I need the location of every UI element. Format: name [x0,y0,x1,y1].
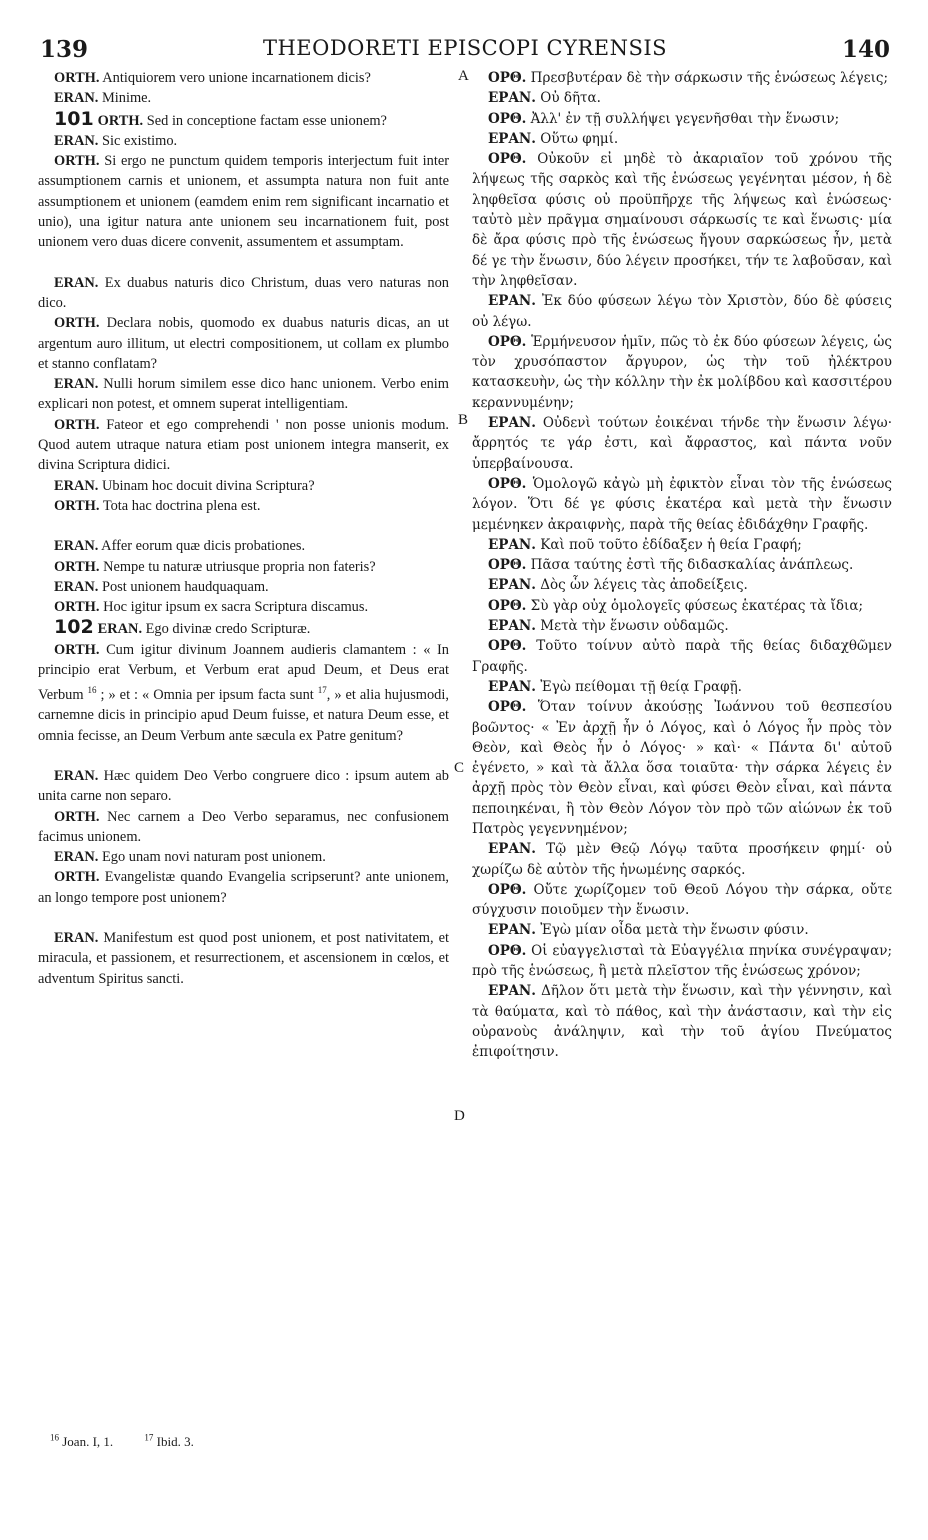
margin-marker-c: C [454,760,465,776]
latin-paragraph [38,928,449,989]
footnote-text: Ibid. 3. [153,1434,194,1450]
speaker-label: ΕΡΑΝ. [488,415,536,432]
footnote-17 [144,1434,207,1449]
speaker-label: ORTH. [54,497,100,514]
speaker-label: ΟΡΘ. [488,881,527,898]
speaker-label: ΟΡΘ. [488,699,527,716]
greek-paragraph [472,474,892,535]
latin-text: Minime. [98,90,152,107]
latin-text: Hoc igitur ipsum ex sacra Scriptura discamus. [99,599,369,616]
greek-text: Πρεσβυτέραν δὲ τὴν σάρκωσιν τῆς ἑνώσεως λέγεις; [526,70,889,86]
speaker-label: ΕΡΑΝ. [488,293,536,310]
latin-text: Fateor et ego comprehendi ' non posse unionis modum. Quod autem utraque natura etiam post unionem integra manserit, ex divina Scriptura didici. [38,416,449,474]
greek-paragraph [472,575,892,595]
speaker-label: ΕΡΑΝ. [488,536,536,553]
margin-marker-b: B [458,412,469,428]
latin-text: Tota hac doctrina plena est. [99,497,261,514]
speaker-label: ΕΡΑΝ. [488,577,536,594]
footnotes [50,1433,222,1450]
latin-text: Evangelistæ quando Evangelia scripserunt? ante unionem, an longo tempore post unionem? [38,869,449,906]
greek-text: Ἑρμήνευσον ἡμῖν, πῶς τὸ ἐκ δύο φύσεων λέγεις, ὡς τὸν χρυσόπαστον ἄργυρον, ὡς τὴν τοῦ ἠλέκτρου κατασκευὴν, ὡς τὴν κόλλην τὴν ἐκ μολίβδου καὶ κασσιτέρου κεραννυμένην; [472,333,892,411]
speaker-label: ORTH. [54,70,100,86]
speaker-label: ΕΡΑΝ. [488,922,536,939]
latin-column [38,68,449,989]
latin-text: Si ergo ne punctum quidem temporis interjectum fuit inter assumptionem carnis et unionem, et assumpta natura non fuit ante assumptionem et unionem (eamdem enim rem significant incarnatio et unio), una igitur natura ante unionem seu incarnationem fuit, post unionem vero duas dicere convenit, assumentem et assumptam. [38,153,449,251]
greek-paragraph [472,291,892,332]
margin-marker-a: A [458,68,469,84]
latin-text: ; » et : « Omnia per ipsum facta sunt [96,687,318,704]
greek-text: Μετὰ τὴν ἕνωσιν οὐδαμῶς. [535,618,729,635]
latin-paragraph [38,617,449,639]
speaker-label: ORTH. [54,641,100,658]
speaker-label: ERAN. [54,132,99,149]
latin-paragraph [38,847,449,867]
greek-text: Οὐκοῦν εἰ μηδὲ τὸ ἀκαριαῖον τοῦ χρόνου τῆς λήψεως τῆς σαρκὸς καὶ τῆς ἑνώσεως γεγένηται μέσον, ἡ δὲ ληφθεῖσα φύσις οὐ προϋπῆρχε τῆς λήψεως καὶ ἑνώσεως· ταὐτὸ μὲν πρᾶγμα σημαίνουσι σάρκωσίς τε καὶ ἕνωσις· μία δὲ ἄρα φύσις πρὸ τῆς ἑνώσεως ἤγουν σαρκώσεως ἦν, μετὰ δέ γε τὴν ἕνωσιν, δύο λέγειν προσήκει, τήν τε λαβοῦσαν, καὶ τὴν ληφθεῖσαν. [472,151,892,289]
speaker-label: ΟΡΘ. [488,475,527,492]
latin-text: Nempe tu naturæ utriusque propria non fateris? [99,558,376,575]
greek-text: Τῷ μὲν Θεῷ Λόγῳ ταῦτα προσήκειν φημί· οὐ χωρίζω δὲ αὐτὸν τῆς ἡνωμένης σαρκός. [472,841,892,878]
greek-text: Τοῦτο τοίνυν αὐτὸ παρὰ τῆς θείας διδαχθῶμεν Γραφῆς. [472,638,892,675]
greek-text: Ὅταν τοίνυν ἀκούσῃς Ἰωάννου τοῦ θεσπεσίου βοῶντος· « Ἐν ἀρχῇ ἦν ὁ Λόγος, καὶ ὁ Λόγος ἦν πρὸς τὸν Θεὸν, καὶ Θεὸς ἦν ὁ Λόγος· » καὶ· « Πάντα δι' αὐτοῦ ἐγένετο, » καὶ τὰ ἄλλα ὅσα τοιαῦτα· τὴν σάρκα λέγεις ἐν ἀρχῇ πρὸς τὸν Θεὸν εἶναι, καὶ φύσει Θεὸν εἶναι, καὶ πάντα πεποιηκέναι, ἢ τὸν Θεὸν Λόγον τὸν πρὸ τῶν αἰώνων ἐκ τοῦ Πατρὸς γεγεννημένον; [472,699,892,837]
latin-text: Ego unam novi naturam post unionem. [98,849,326,866]
greek-paragraph [472,555,892,575]
greek-paragraph [472,981,892,1062]
greek-paragraph [472,941,892,982]
greek-text: Οὕτω φημί. [535,130,619,147]
latin-paragraph [38,415,449,476]
speaker-label: ERAN. [54,274,99,291]
running-header [40,36,890,66]
latin-text: Declara nobis, quomodo ex duabus naturis dicas, an ut argentum auro illitum, ut electri compositionem, ut collam ex plumbo et stanno conflatam? [38,315,449,372]
latin-text: Nec carnem a Deo Verbo separamus, nec confusionem facimus unionem. [38,808,449,845]
page-number-left: 139 [40,36,89,63]
greek-text: Δὸς ὧν λέγεις τὰς ἀποδείξεις. [535,577,748,594]
speaker-label: ΟΡΘ. [488,70,527,86]
greek-text: Οἱ εὐαγγελισταὶ τὰ Εὐαγγέλια πηνίκα συνέγραψαν; πρὸ τῆς ἑνώσεως, ἢ μετὰ πλεῖστον τῆς ἑνώσεως χρόνον; [472,942,892,980]
latin-paragraph [38,557,449,577]
speaker-label: ERAN. [54,578,99,595]
greek-paragraph [472,677,892,697]
latin-paragraph [38,867,449,908]
speaker-label: ERAN. [54,477,99,494]
speaker-label: ERAN. [54,930,99,947]
speaker-label: ΟΡΘ. [488,110,527,127]
footnote-number: 16 [50,1433,59,1443]
speaker-label: ΟΡΘ. [488,151,527,168]
speaker-label: ΕΡΑΝ. [488,841,536,858]
speaker-label: ERAN. [54,849,99,866]
footnote-ref[interactable]: 16 [87,685,97,696]
greek-text: Οὔτε χωρίζομεν τοῦ Θεοῦ Λόγου τὴν σάρκα, οὔτε σύγχυσιν ποιοῦμεν τὴν ἕνωσιν. [472,881,892,919]
speaker-label: ORTH. [97,112,144,129]
speaker-label: ΕΡΑΝ. [488,983,536,1000]
speaker-label: ORTH. [54,599,100,616]
speaker-label: ORTH. [54,416,100,433]
latin-paragraph [38,313,449,374]
latin-text: Post unionem haudquaquam. [98,578,269,595]
latin-paragraph [38,374,449,415]
greek-paragraph [472,596,892,616]
latin-text: Ex duabus naturis dico Christum, duas vero naturas non dico. [38,274,449,311]
speaker-label: ΟΡΘ. [488,333,527,350]
greek-paragraph [472,535,892,555]
latin-paragraph [38,807,449,848]
latin-paragraph [38,496,449,516]
greek-paragraph [472,616,892,636]
latin-paragraph [38,536,449,556]
speaker-label: ERAN. [54,538,99,555]
speaker-label: ΕΡΑΝ. [488,130,536,147]
greek-text: Ὁμολογῶ κἀγὼ μὴ ἐφικτὸν εἶναι τὸν τῆς ἑνώσεως λόγον. Ὅτι δέ γε φύσις ἑκατέρα καὶ μετὰ τὴν ἕνωσιν μεμένηκεν ἀκραιφνὴς, παρὰ τῆς θείας ἐδιδάχθην Γραφῆς. [472,475,892,533]
speaker-label: ORTH. [54,808,100,825]
greek-paragraph [472,332,892,413]
latin-text: Ubinam hoc docuit divina Scriptura? [98,477,315,494]
latin-text: Cum igitur divinum Joannem audieris clamantem : « In principio erat Verbum, et Verbum erat apud Deum, et Deus erat Verbum [38,641,449,704]
running-title: THEODORETI EPISCOPI CYRENSIS [262,36,668,60]
speaker-label: ERAN. [54,376,99,393]
footnote-number: 17 [144,1433,154,1443]
greek-text: Δῆλον ὅτι μετὰ τὴν ἕνωσιν, καὶ τὴν γέννησιν, καὶ τὰ θαύματα, καὶ τὸ πάθος, καὶ τὴν ἀνάστασιν, καὶ τὴν εἰς οὐρανοὺς ἀνάληψιν, καὶ τὴν τοῦ ἁγίου Πνεύματος ἐπιφοίτησιν. [472,983,892,1061]
greek-paragraph [472,413,892,474]
latin-text: Ego divinæ credo Scripturæ. [142,621,311,638]
latin-paragraph [38,131,449,151]
footnote-text: Joan. I, 1. [59,1434,114,1450]
greek-paragraph [472,880,892,921]
footnote-16 [50,1434,127,1449]
footnote-ref[interactable]: 17 [317,685,327,696]
latin-text: Affer eorum quæ dicis probationes. [98,538,306,555]
greek-text: Πᾶσα ταύτης ἐστὶ τῆς διδασκαλίας ἀνάπλεως. [526,557,854,574]
speaker-label: ORTH. [54,315,100,332]
greek-text: Καὶ ποῦ τοῦτο ἐδίδαξεν ἡ θεία Γραφή; [535,536,802,553]
greek-paragraph [472,920,892,940]
latin-text: Sed in conceptione factam esse unionem? [143,112,387,129]
speaker-label: ΕΡΑΝ. [488,678,536,695]
latin-text: Manifestum est quod post unionem, et post nativitatem, et miracula, et passionem, et resurrectionem, et ascensionem in cœlos, et adventum Spiritus sancti. [38,930,449,987]
greek-paragraph [472,129,892,149]
greek-paragraph [472,636,892,677]
speaker-label: ΟΡΘ. [488,557,527,574]
latin-paragraph [38,577,449,597]
speaker-label: ΟΡΘ. [488,638,527,655]
latin-paragraph [38,68,449,88]
speaker-label: ORTH. [54,153,100,170]
speaker-label: ΟΡΘ. [488,942,527,959]
speaker-label: ORTH. [54,558,100,575]
latin-paragraph [38,151,449,252]
speaker-label: ERAN. [97,621,143,638]
latin-text: Hæc quidem Deo Verbo congruere dico : ipsum autem ab unita carne non separo. [38,768,449,805]
page-number-right: 140 [841,36,890,63]
latin-paragraph [38,640,449,746]
greek-paragraph [472,149,892,291]
latin-text: Antiquiorem vero unione incarnationem dicis? [99,70,371,86]
greek-text: Ἐκ δύο φύσεων λέγω τὸν Χριστὸν, δύο δὲ φύσεις οὐ λέγω. [472,293,892,330]
greek-paragraph [472,88,892,108]
greek-text: Σὺ γὰρ οὐχ ὁμολογεῖς φύσεως ἑκατέρας τὰ ἴδια; [526,597,863,614]
latin-paragraph [38,597,449,617]
greek-paragraph [472,697,892,839]
greek-text: Ἐγὼ μίαν οἶδα μετὰ τὴν ἕνωσιν φύσιν. [535,922,809,939]
section-number: 102 [54,616,94,639]
greek-text: Οὐ δῆτα. [535,90,601,107]
latin-text: Nulli horum similem esse dico hanc unionem. Verbo enim explicari non potest, et omnem superat intelligentiam. [38,376,449,413]
margin-marker-d: D [454,1108,465,1124]
greek-paragraph [472,839,892,880]
speaker-label: ΕΡΑΝ. [488,90,536,107]
latin-paragraph [38,109,449,131]
greek-text: Ἀλλ' ἐν τῇ συλλήψει γεγενῆσθαι τὴν ἕνωσιν; [526,110,840,127]
speaker-label: ERAN. [54,768,99,784]
speaker-label: ΕΡΑΝ. [488,618,536,635]
speaker-label: ORTH. [54,869,100,886]
greek-paragraph [472,68,892,88]
speaker-label: ΟΡΘ. [488,597,527,614]
greek-column [472,68,892,1063]
section-number: 101 [54,107,94,130]
latin-text: Sic existimo. [98,132,178,149]
latin-paragraph [38,88,449,108]
greek-text: Οὐδενὶ τούτων ἐοικέναι τήνδε τὴν ἕνωσιν λέγω· ἄρρητός τε γάρ ἐστι, καὶ ἄφραστος, καὶ πάντα νοῦν ὑπερβαίνουσα. [472,415,892,472]
greek-text: Ἐγὼ πείθομαι τῇ θείᾳ Γραφῇ. [535,678,742,695]
greek-paragraph [472,109,892,129]
speaker-label: ERAN. [54,90,99,107]
latin-paragraph [38,766,449,807]
latin-paragraph [38,476,449,496]
latin-paragraph [38,273,449,314]
latin-text: , » et alia hujusmodi, carnemne dicis in principio apud Deum fuisse, et natura Deum esse, et omnia fecisse, an Deum Verbum ante sæcula ex Patre genitum? [38,687,449,744]
